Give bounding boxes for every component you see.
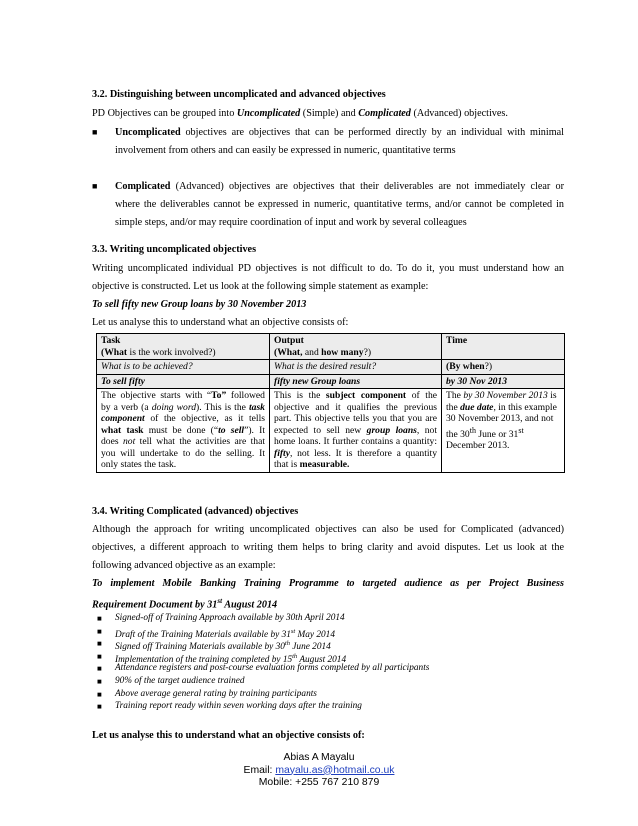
example-objective-advanced-line-1: To implement Mobile Banking Training Programme to targeted audience as per Project Business xyxy=(92,578,564,589)
section-3-2-heading: 3.2. Distinguishing between uncomplicated and advanced objectives xyxy=(92,89,386,100)
list-item: Implementation of the training completed by 15th August 2014 xyxy=(115,652,347,665)
bullet-complicated-line-1: Complicated (Advanced) objectives are objectives that their deliverables are not immediately clear or xyxy=(115,181,564,192)
table-row xyxy=(97,360,565,375)
list-item: Above average general rating by training participants xyxy=(115,688,317,699)
list-item: 90% of the target audience trained xyxy=(115,676,245,686)
objective-breakdown-table xyxy=(96,333,565,473)
table-row xyxy=(97,389,565,473)
square-bullet-icon: ■ xyxy=(97,702,102,712)
table-row xyxy=(97,334,565,360)
question-task: What is to be achieved? xyxy=(97,360,270,375)
section-3-4-para-line-1: Although the approach for writing uncomplicated objectives can also be used for Complicated (advanced) xyxy=(92,524,564,535)
section-3-3-heading: 3.3. Writing uncomplicated objectives xyxy=(92,244,257,255)
table-row xyxy=(97,374,565,389)
explanation-task: The objective starts with “To” followed by a verb (a doing word). This is the task component of the objective, as it tells what task must be done (“to sell”). It does not tell what the activities are that you will undertake to do the selling. It only states the task. xyxy=(97,389,270,473)
author-email: Email: mayalu.as@hotmail.co.uk xyxy=(243,764,395,776)
section-3-3-para-line-1: Writing uncomplicated individual PD objectives is not difficult to do. To do it, you must understand how an xyxy=(92,263,564,274)
list-item: Attendance registers and post-course evaluation forms completed by all participants xyxy=(115,663,430,674)
square-bullet-icon: ■ xyxy=(97,689,102,699)
square-bullet-icon: ■ xyxy=(97,651,102,661)
example-time: by 30 Nov 2013 xyxy=(442,374,565,389)
square-bullet-icon: ■ xyxy=(92,127,98,137)
example-task: To sell fifty xyxy=(97,374,270,389)
section-3-3-para-line-2: objective is constructed. Let us look at the following simple statement as example: xyxy=(92,281,429,292)
bullet-uncomplicated-line-1: Uncomplicated objectives are objectives that can be performed directly by an individual with minimal xyxy=(115,127,564,138)
closing-analyse-line: Let us analyse this to understand what an objective consists of: xyxy=(92,730,365,741)
section-3-4-heading: 3.4. Writing Complicated (advanced) objectives xyxy=(92,506,299,517)
author-name: Abias A Mayalu xyxy=(283,752,355,763)
square-bullet-icon: ■ xyxy=(97,664,102,674)
author-mobile: Mobile: +255 767 210 879 xyxy=(258,777,380,788)
explanation-output: This is the subject component of the objective and it qualifies the previous part. This objective tells you that you are expected to sell new group loans, not home loans. It further contains a quantity: fifty, not less. It is therefore a quantity that is measurable. xyxy=(270,389,442,473)
email-link[interactable]: mayalu.as@hotmail.co.uk xyxy=(275,764,395,776)
question-time: (By when?) xyxy=(442,360,565,375)
square-bullet-icon: ■ xyxy=(92,181,98,191)
section-3-2-intro: PD Objectives can be grouped into Uncomplicated (Simple) and Complicated (Advanced) objectives. xyxy=(92,108,508,119)
header-time: Time xyxy=(442,334,565,360)
bullet-uncomplicated-line-2: involvement from others and can easily be expressed in numeric, quantitative terms xyxy=(115,145,456,156)
bullet-complicated-line-3: simple steps, and/or may require coordination of input and work by several colleagues xyxy=(115,217,467,228)
square-bullet-icon: ■ xyxy=(97,639,102,649)
page-footer xyxy=(0,752,638,790)
section-3-4-para-line-3: following advanced objective as an example: xyxy=(92,560,276,571)
list-item: Signed-off of Training Approach available by 30th April 2014 xyxy=(115,613,345,623)
analyse-intro: Let us analyse this to understand what an objective consists of: xyxy=(92,317,349,328)
square-bullet-icon: ■ xyxy=(97,614,102,623)
explanation-time: The by 30 November 2013 is the due date, in this example 30 November 2013, and not the 30th June or 31st December 2013. xyxy=(442,389,565,473)
example-objective-advanced-line-2: Requirement Document by 31st August 2014 xyxy=(92,597,278,611)
list-item: Signed off Training Materials available by 30th June 2014 xyxy=(115,640,331,653)
section-3-4-para-line-2: objectives, a different approach to writing them helps to bring clarity and avoid disputes. Let us look at the xyxy=(92,542,564,553)
square-bullet-icon: ■ xyxy=(97,677,102,686)
question-output: What is the desired result? xyxy=(270,360,442,375)
bullet-complicated-line-2: where the deliverables cannot be expressed in numeric, quantitative terms, and/or cannot be completed in xyxy=(115,199,564,210)
header-task: Task (What is the work involved?) xyxy=(97,334,270,360)
list-item: Training report ready within seven working days after the training xyxy=(115,701,362,712)
square-bullet-icon: ■ xyxy=(97,626,102,636)
example-objective-simple: To sell fifty new Group loans by 30 November 2013 xyxy=(92,299,307,310)
list-item: Draft of the Training Materials available by 31st May 2014 xyxy=(115,627,335,640)
header-output: Output (What, and how many?) xyxy=(270,334,442,360)
example-output: fifty new Group loans xyxy=(270,374,442,389)
